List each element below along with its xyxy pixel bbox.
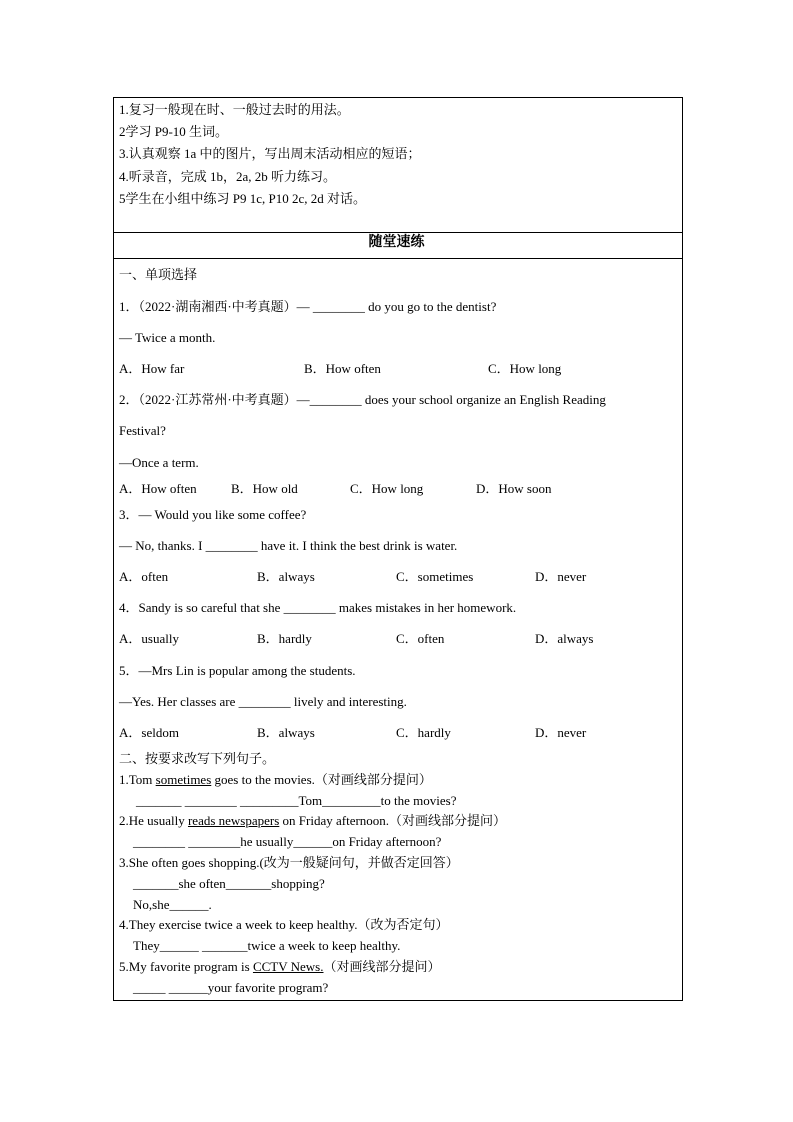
question-stem: 5．—Mrs Lin is popular among the students.: [119, 663, 356, 678]
answer-blank-line: They______ _______twice a week to keep healthy.: [133, 938, 401, 953]
rewrite-sentence: [119, 813, 506, 829]
option-b: B．How often: [304, 361, 381, 376]
question-reply: —Yes. Her classes are ________ lively and interesting.: [119, 694, 407, 709]
sentence-text: 5.My favorite program is: [119, 959, 253, 974]
option-b: B．always: [257, 725, 315, 740]
rewrite-sentence: [119, 959, 441, 975]
underlined-word: sometimes: [155, 772, 212, 787]
question-stem: 4．Sandy is so careful that she ________ makes mistakes in her homework.: [119, 600, 517, 615]
task-item: 1.复习一般现在时、一般过去时的用法。: [119, 102, 350, 117]
table-divider: [114, 232, 682, 233]
question-stem: 2．（2022·江苏常州·中考真题）—________ does your school organize an English Reading: [119, 392, 606, 407]
option-a: A．seldom: [119, 725, 179, 740]
sentence-text: 2.He usually: [119, 813, 188, 828]
underlined-word: reads newspapers: [187, 813, 280, 828]
rewrite-sentence: [119, 772, 432, 788]
option-d: D．always: [535, 631, 594, 646]
question-stem: 1．（2022·湖南湘西·中考真题）— ________ do you go to the dentist?: [119, 299, 497, 314]
sentence-instruction: （对画线部分提问）: [323, 959, 441, 974]
question-stem: 3．— Would you like some coffee?: [119, 507, 307, 522]
answer-blank-line: _______ ________ _________Tom_________to the movies?: [136, 793, 457, 808]
underlined-word: CCTV News.: [252, 959, 324, 974]
answer-blank-line: ________ ________he usually______on Friday afternoon?: [133, 834, 442, 849]
option-a: A．How often: [119, 481, 197, 496]
option-b: B．How old: [231, 481, 298, 496]
option-d: D．How soon: [476, 481, 552, 496]
task-item: 3.认真观察 1a 中的图片，写出周末活动相应的短语；: [119, 146, 421, 161]
option-a: A．usually: [119, 631, 179, 646]
table-divider: [114, 258, 682, 259]
option-b: B．hardly: [257, 631, 312, 646]
sentence-instruction: goes to the movies.（对画线部分提问）: [211, 772, 432, 787]
task-item: 5学生在小组中练习 P9 1c, P10 2c, 2d 对话。: [119, 191, 367, 206]
rewrite-sentence: 4.They exercise twice a week to keep healthy.（改为否定句）: [119, 917, 449, 932]
answer-blank-line: _______she often_______shopping?: [133, 876, 325, 891]
part-heading: 一、单项选择: [119, 267, 198, 282]
option-d: D．never: [535, 569, 587, 584]
question-stem-cont: Festival?: [119, 423, 166, 438]
part-heading: 二、按要求改写下列句子。: [119, 751, 276, 766]
option-c: C．How long: [350, 481, 424, 496]
section-title: 随堂速练: [368, 235, 425, 250]
answer-blank-line: _____ ______your favorite program?: [133, 980, 329, 995]
answer-blank-line: No,she______.: [133, 897, 212, 912]
option-a: A．often: [119, 569, 169, 584]
sentence-instruction: on Friday afternoon.（对画线部分提问）: [279, 813, 507, 828]
option-c: C．How long: [488, 361, 562, 376]
rewrite-sentence: 3.She often goes shopping.(改为一般疑问句，并做否定回答）: [119, 855, 459, 870]
option-c: C．often: [396, 631, 445, 646]
option-c: C．sometimes: [396, 569, 474, 584]
option-d: D．never: [535, 725, 587, 740]
option-b: B．always: [257, 569, 315, 584]
question-reply: — Twice a month.: [119, 330, 216, 345]
task-item: 2学习 P9-10 生词。: [119, 124, 229, 139]
option-c: C．hardly: [396, 725, 451, 740]
question-reply: — No, thanks. I ________ have it. I think the best drink is water.: [119, 538, 458, 553]
option-a: A．How far: [119, 361, 185, 376]
task-item: 4.听录音，完成 1b，2a, 2b 听力练习。: [119, 169, 337, 184]
sentence-text: 1.Tom: [119, 772, 156, 787]
question-reply: —Once a term.: [119, 455, 199, 470]
